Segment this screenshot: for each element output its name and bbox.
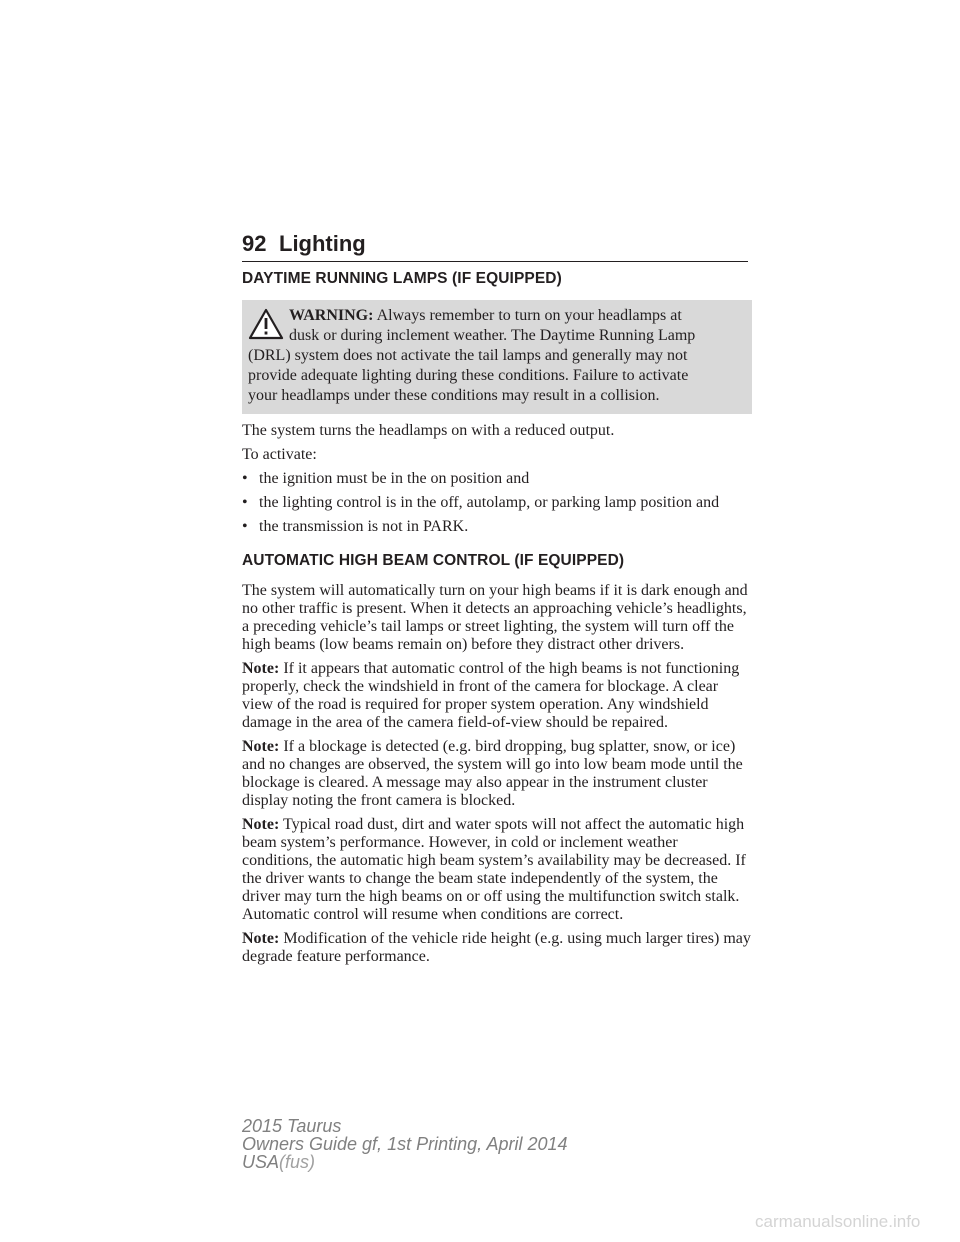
- warning-line-2: dusk or during inclement weather. The Daytime Running Lamp: [289, 327, 696, 344]
- footer-code: (fus): [279, 1152, 316, 1172]
- list-item: [242, 518, 752, 536]
- drl-activate-label: To activate:: [242, 446, 317, 463]
- footer-model: 2015 Taurus: [242, 1116, 342, 1136]
- list-item-text: the transmission is not in PARK.: [259, 518, 469, 535]
- list-item: [242, 470, 752, 488]
- page-footer: [242, 1117, 568, 1171]
- ahb-heading: AUTOMATIC HIGH BEAM CONTROL (IF EQUIPPED): [242, 552, 625, 569]
- note-text: If a blockage is detected (e.g. bird dropping, bug splatter, snow, or ice) and no changes are observed, the system will go into low beam mode until the blockage is cleared. A message may also appear in the instrument cluster display noting the front camera is blocked.: [242, 738, 743, 809]
- warning-label: WARNING:: [289, 307, 374, 324]
- drl-intro: The system turns the headlamps on with a reduced output.: [242, 422, 615, 439]
- note-paragraph: [242, 738, 752, 810]
- warning-box: [242, 300, 752, 414]
- warning-line-3: (DRL) system does not activate the tail lamps and generally may not: [248, 347, 688, 364]
- note-text: If it appears that automatic control of the high beams is not functioning properly, check the windshield in front of the camera for blockage. A clear view of the road is required for proper system operation. Any windshield damage in the area of the camera field-of-view should be repaired.: [242, 660, 740, 731]
- note-label: Note:: [242, 738, 280, 755]
- note-label: Note:: [242, 660, 280, 677]
- page-number: 92: [242, 231, 267, 256]
- list-item-text: the ignition must be in the on position and: [259, 470, 530, 487]
- watermark: carmanualsonline.info: [755, 1212, 921, 1231]
- bullet-icon: •: [242, 518, 248, 535]
- note-paragraph: [242, 816, 752, 924]
- list-item: [242, 494, 752, 512]
- activation-list: [242, 470, 752, 536]
- bullet-icon: •: [242, 494, 248, 511]
- page-content: [242, 270, 752, 972]
- footer-region: [242, 1153, 568, 1171]
- bullet-icon: •: [242, 470, 248, 487]
- note-label: Note:: [242, 930, 280, 947]
- footer-guide: Owners Guide gf, 1st Printing, April 2014: [242, 1134, 568, 1154]
- note-paragraph: [242, 930, 752, 966]
- page-header: [242, 229, 748, 262]
- footer-country: USA: [242, 1152, 280, 1172]
- note-text: Modification of the vehicle ride height (e.g. using much larger tires) may degrade feature performance.: [242, 930, 751, 965]
- note-paragraph: [242, 660, 752, 732]
- ahb-body: The system will automatically turn on your high beams if it is dark enough and no other traffic is present. When it detects an approaching vehicle’s headlights, a preceding vehicle’s tail lamps or street lighting, the system will turn off the high beams (low beams remain on) before they distract other drivers.: [242, 582, 748, 653]
- drl-heading: DAYTIME RUNNING LAMPS (IF EQUIPPED): [242, 270, 562, 287]
- warning-text-1: Always remember to turn on your headlamps at: [376, 307, 682, 324]
- note-text: Typical road dust, dirt and water spots will not affect the automatic high beam system’s performance. However, in cold or inclement weather conditions, the automatic high beam system’s availability may be decreased. If the driver wants to change the beam state independently of the system, the driver may turn the high beams on or off using the multifunction switch stalk. Automatic control will resume when conditions are correct.: [242, 816, 746, 923]
- section-title: Lighting: [279, 231, 366, 256]
- list-item-text: the lighting control is in the off, autolamp, or parking lamp position and: [259, 494, 720, 511]
- warning-line-4: provide adequate lighting during these conditions. Failure to activate: [248, 367, 689, 384]
- warning-line-1: [248, 306, 746, 326]
- warning-triangle-icon: [248, 308, 284, 340]
- note-label: Note:: [242, 816, 280, 833]
- warning-line-5: your headlamps under these conditions may result in a collision.: [248, 387, 660, 404]
